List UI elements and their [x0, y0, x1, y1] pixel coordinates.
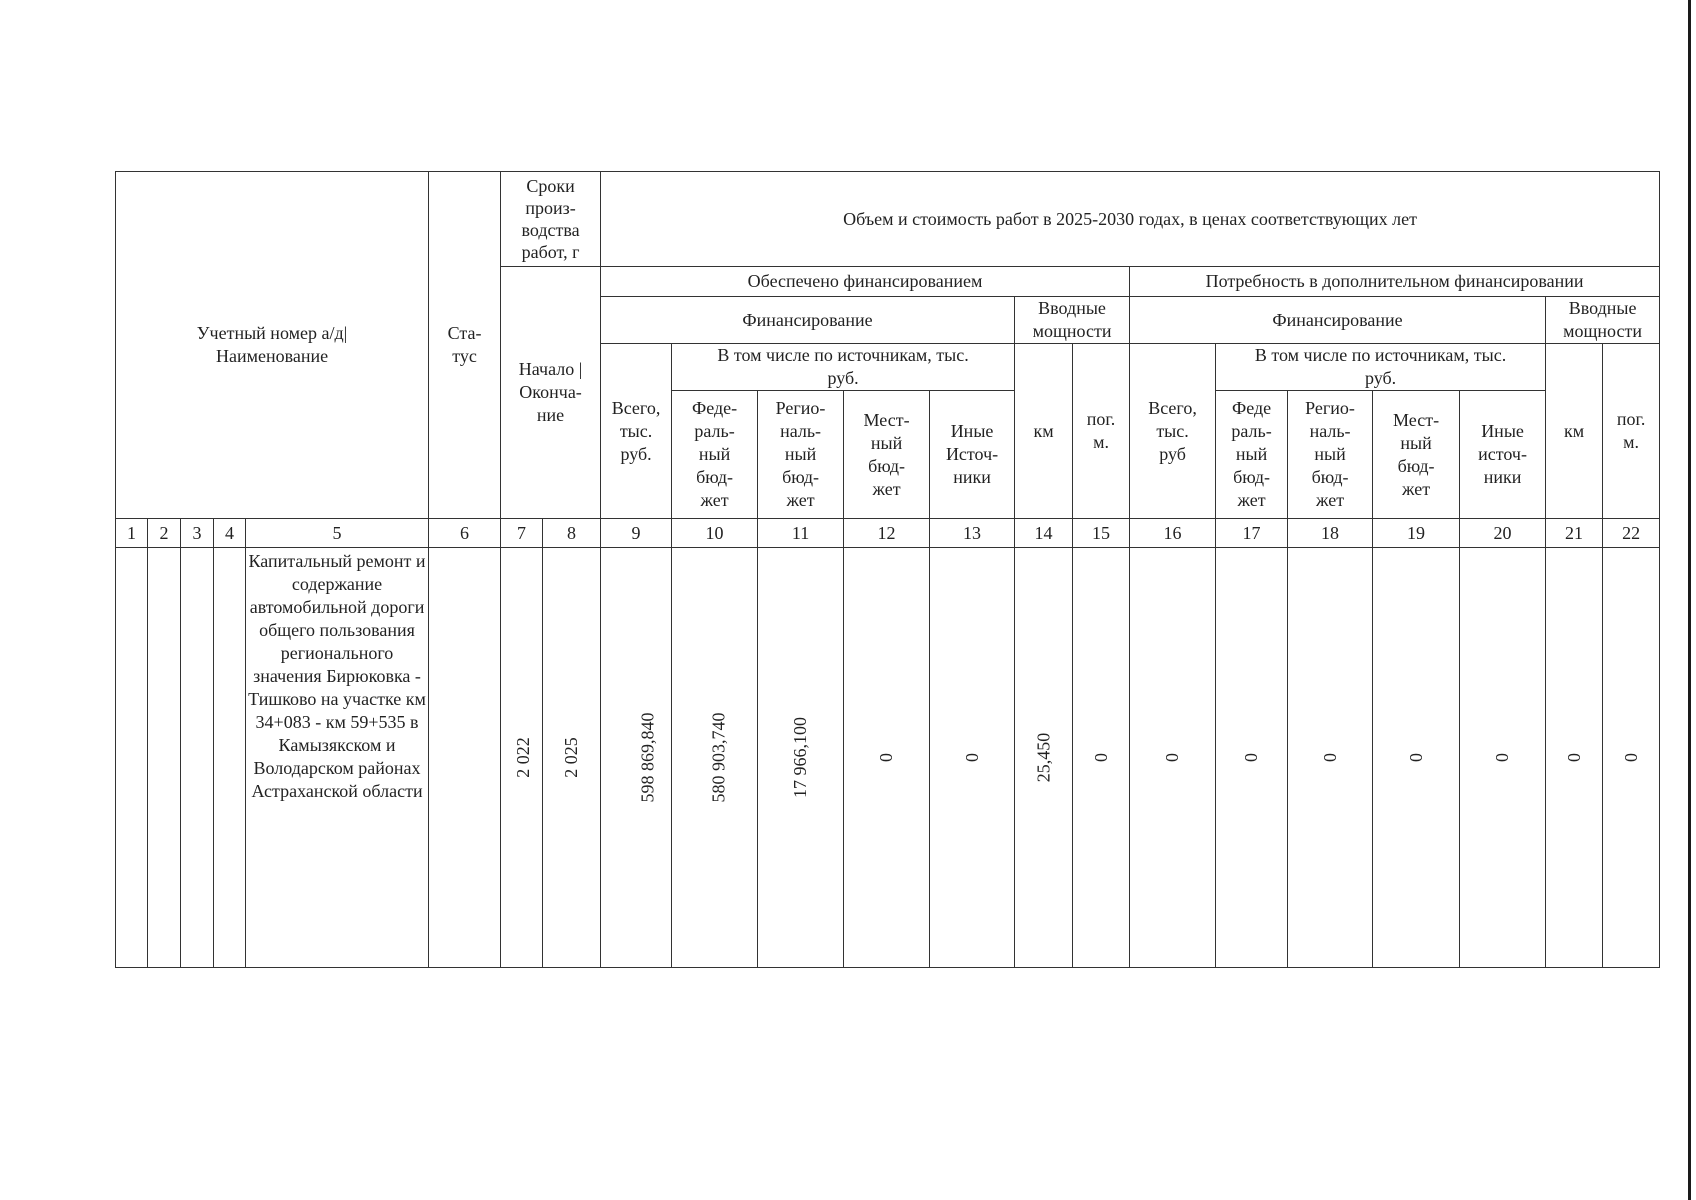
local-secured-value: 0: [844, 548, 930, 968]
total-secured-value: 598 869,840: [601, 548, 672, 968]
header-terms: Сроки произ- водства работ, г: [501, 172, 601, 267]
column-number: 4: [214, 519, 246, 548]
header-local-additional: Мест- ный бюд- жет: [1373, 391, 1460, 519]
header-pog-additional: пог. м.: [1603, 344, 1660, 519]
federal-secured-value: 580 903,740: [672, 548, 758, 968]
table-row: [116, 548, 1660, 968]
column-number: 5: [246, 519, 429, 548]
header-status: Ста- тус: [429, 172, 501, 519]
column-number: 12: [844, 519, 930, 548]
km-additional-value: 0: [1546, 548, 1603, 968]
column-number: 11: [758, 519, 844, 548]
header-total-secured: Всего, тыс. руб.: [601, 344, 672, 519]
end-year: 2 025: [543, 548, 601, 968]
header-km-additional: км: [1546, 344, 1603, 519]
column-number: 1: [116, 519, 148, 548]
start-year: 2 022: [501, 548, 543, 968]
total-additional-value: 0: [1130, 548, 1216, 968]
header-start-end: Начало | Оконча- ние: [501, 267, 601, 519]
header-account-name: Учетный номер а/д| Наименование: [116, 172, 429, 519]
pog-additional-value: 0: [1603, 548, 1660, 968]
regional-additional-value: 0: [1288, 548, 1373, 968]
column-number: 21: [1546, 519, 1603, 548]
column-number: 7: [501, 519, 543, 548]
status-value: [429, 548, 501, 968]
column-number: 10: [672, 519, 758, 548]
header-need-additional: Потребность в дополнительном финансировании: [1130, 267, 1660, 297]
header-input-capacity-secured: Вводные мощности: [1015, 297, 1130, 344]
financing-table: [115, 171, 1660, 968]
header-by-sources-additional: В том числе по источникам, тыс. руб.: [1216, 344, 1546, 391]
header-pog-secured: пог. м.: [1073, 344, 1130, 519]
other-additional-value: 0: [1460, 548, 1546, 968]
road-name: Капитальный ремонт и содержание автомобильной дороги общего пользования регионального значения Бирюковка - Тишково на участке км 34+083 - км 59+535 в Камызякском и Володарском районах Астраханской области: [246, 548, 429, 968]
header-federal-secured: Феде- раль- ный бюд- жет: [672, 391, 758, 519]
other-secured-value: 0: [930, 548, 1015, 968]
header-by-sources-secured: В том числе по источникам, тыс. руб.: [672, 344, 1015, 391]
header-input-capacity-additional: Вводные мощности: [1546, 297, 1660, 344]
empty-cell: [181, 548, 214, 968]
header-volume-cost: Объем и стоимость работ в 2025-2030 годах, в ценах соответствующих лет: [601, 172, 1660, 267]
header-other-secured: Иные Источ- ники: [930, 391, 1015, 519]
column-number: 13: [930, 519, 1015, 548]
column-number: 15: [1073, 519, 1130, 548]
header-financing-additional: Финансирование: [1130, 297, 1546, 344]
km-secured-value: 25,450: [1015, 548, 1073, 968]
column-number: 8: [543, 519, 601, 548]
regional-secured-value: 17 966,100: [758, 548, 844, 968]
local-additional-value: 0: [1373, 548, 1460, 968]
column-number: 14: [1015, 519, 1073, 548]
header-local-secured: Мест- ный бюд- жет: [844, 391, 930, 519]
column-number-row: [116, 519, 1660, 548]
column-number: 9: [601, 519, 672, 548]
federal-additional-value: 0: [1216, 548, 1288, 968]
header-federal-additional: Феде раль- ный бюд- жет: [1216, 391, 1288, 519]
page-right-edge: [1688, 0, 1691, 1200]
column-number: 20: [1460, 519, 1546, 548]
header-total-additional: Всего, тыс. руб: [1130, 344, 1216, 519]
empty-cell: [214, 548, 246, 968]
empty-cell: [148, 548, 181, 968]
column-number: 16: [1130, 519, 1216, 548]
column-number: 3: [181, 519, 214, 548]
header-regional-additional: Регио- наль- ный бюд- жет: [1288, 391, 1373, 519]
header-km-secured: км: [1015, 344, 1073, 519]
header-regional-secured: Регио- наль- ный бюд- жет: [758, 391, 844, 519]
header-financing-secured: Финансирование: [601, 297, 1015, 344]
column-number: 19: [1373, 519, 1460, 548]
column-number: 2: [148, 519, 181, 548]
header-other-additional: Иные источ- ники: [1460, 391, 1546, 519]
pog-secured-value: 0: [1073, 548, 1130, 968]
column-number: 6: [429, 519, 501, 548]
column-number: 18: [1288, 519, 1373, 548]
header-secured: Обеспечено финансированием: [601, 267, 1130, 297]
column-number: 22: [1603, 519, 1660, 548]
column-number: 17: [1216, 519, 1288, 548]
empty-cell: [116, 548, 148, 968]
